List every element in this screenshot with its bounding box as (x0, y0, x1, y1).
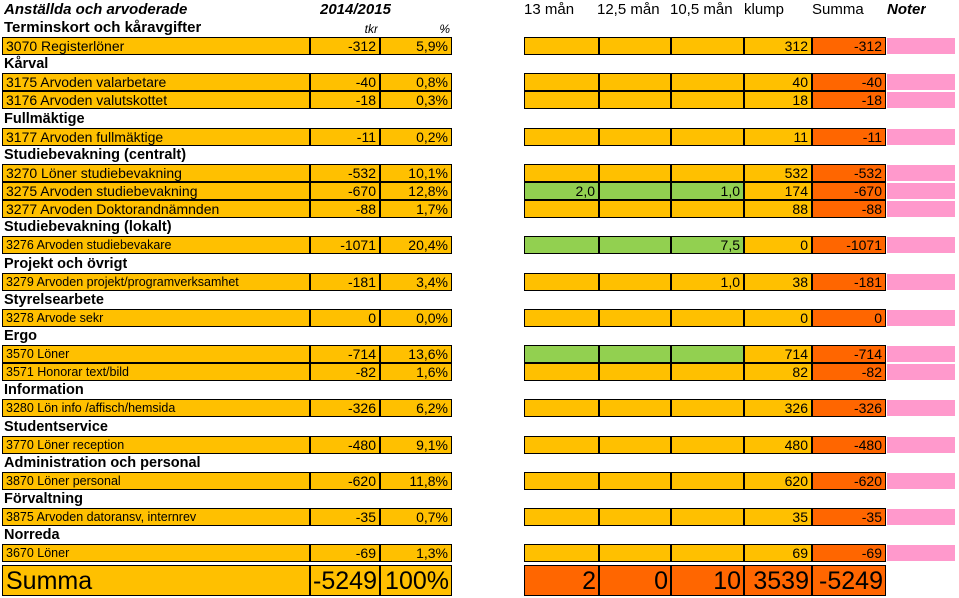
cell-klump: 0 (744, 309, 812, 327)
cell-13-man (524, 200, 599, 218)
table-row (0, 309, 959, 327)
section-header (0, 526, 959, 544)
section-title: Administration och personal (4, 454, 201, 471)
cell-10-5-man (671, 91, 744, 109)
total-label: Summa (2, 565, 310, 596)
row-label: 3177 Arvoden fullmäktige (2, 128, 310, 146)
cell-10-5-man (671, 544, 744, 562)
table-row (0, 37, 959, 55)
tkr-cell: -312 (310, 37, 380, 55)
tkr-cell: -181 (310, 273, 380, 291)
cell-12-5-man (599, 164, 671, 182)
note-cell[interactable] (887, 437, 955, 453)
cell-13-man (524, 273, 599, 291)
note-cell[interactable] (887, 310, 955, 326)
cell-summa: -620 (812, 472, 886, 490)
cell-klump: 714 (744, 345, 812, 363)
cell-summa: -11 (812, 128, 886, 146)
row-label: 3570 Löner (2, 345, 310, 363)
pct-cell: 0,8% (380, 73, 452, 91)
row-label: 3670 Löner (2, 544, 310, 562)
section-header (0, 110, 959, 128)
row-label: 3278 Arvode sekr (2, 309, 310, 327)
section-title: Studiebevakning (lokalt) (4, 219, 172, 236)
cell-10-5-man (671, 436, 744, 454)
section-header (0, 381, 959, 399)
cell-summa: -480 (812, 436, 886, 454)
cell-10-5-man (671, 363, 744, 381)
pct-cell: 11,8% (380, 472, 452, 490)
cell-klump: 480 (744, 436, 812, 454)
cell-10-5-man: 7,5 (671, 236, 744, 254)
table-row (0, 273, 959, 291)
table-row (0, 164, 959, 182)
cell-12-5-man (599, 73, 671, 91)
pct-cell: 6,2% (380, 399, 452, 417)
cell-klump: 11 (744, 128, 812, 146)
cell-summa: -18 (812, 91, 886, 109)
table-row (0, 544, 959, 562)
cell-klump: 69 (744, 544, 812, 562)
note-cell[interactable] (887, 364, 955, 380)
table-row (0, 399, 959, 417)
table-row (0, 363, 959, 381)
cell-13-man (524, 37, 599, 55)
cell-summa: -714 (812, 345, 886, 363)
cell-12-5-man (599, 345, 671, 363)
tkr-cell: -714 (310, 345, 380, 363)
cell-12-5-man (599, 436, 671, 454)
cell-klump: 532 (744, 164, 812, 182)
section-header (0, 291, 959, 309)
col-12-5-man: 12,5 mån (597, 1, 660, 18)
cell-13-man (524, 73, 599, 91)
cell-13-man (524, 236, 599, 254)
section-header (0, 218, 959, 236)
tkr-cell: -11 (310, 128, 380, 146)
cell-13-man (524, 345, 599, 363)
cell-13-man (524, 309, 599, 327)
cell-12-5-man (599, 363, 671, 381)
row-label: 3276 Arvoden studiebevakare (2, 236, 310, 254)
cell-12-5-man (599, 91, 671, 109)
cell-12-5-man (599, 128, 671, 146)
row-label: 3275 Arvoden studiebevakning (2, 182, 310, 200)
note-cell[interactable] (887, 545, 955, 561)
cell-12-5-man (599, 399, 671, 417)
tkr-cell: -18 (310, 91, 380, 109)
row-label: 3176 Arvoden valutskottet (2, 91, 310, 109)
pct-cell: 10,1% (380, 164, 452, 182)
section-title: Fullmäktige (4, 110, 85, 127)
pct-cell: 1,3% (380, 544, 452, 562)
cell-10-5-man (671, 508, 744, 526)
cell-10-5-man (671, 345, 744, 363)
pct-cell: 0,2% (380, 128, 452, 146)
note-cell[interactable] (887, 165, 955, 181)
cell-12-5-man (599, 309, 671, 327)
cell-klump: 0 (744, 236, 812, 254)
total-12-5-man: 0 (599, 565, 671, 596)
cell-klump: 40 (744, 73, 812, 91)
pct-cell: 3,4% (380, 273, 452, 291)
note-cell[interactable] (887, 38, 955, 54)
tkr-cell: -35 (310, 508, 380, 526)
row-label: 3875 Arvoden datoransv, internrev (2, 508, 310, 526)
section-title: Projekt och övrigt (4, 255, 128, 272)
note-cell[interactable] (887, 400, 955, 416)
table-row (0, 182, 959, 200)
cell-13-man (524, 399, 599, 417)
pct-cell: 1,7% (380, 200, 452, 218)
total-pct: 100% (380, 565, 452, 596)
section-header (0, 490, 959, 508)
row-label: 3571 Honorar text/bild (2, 363, 310, 381)
subheader-row (0, 19, 959, 37)
section-title: Norreda (4, 527, 60, 544)
cell-klump: 326 (744, 399, 812, 417)
cell-klump: 38 (744, 273, 812, 291)
row-label: 3175 Arvoden valarbetare (2, 73, 310, 91)
section-header (0, 418, 959, 436)
note-cell[interactable] (887, 274, 955, 290)
pct-cell: 1,6% (380, 363, 452, 381)
unit-pct: % (439, 22, 450, 36)
row-label: 3870 Löner personal (2, 472, 310, 490)
note-cell[interactable] (887, 183, 955, 199)
cell-summa: -181 (812, 273, 886, 291)
cell-summa: -82 (812, 363, 886, 381)
cell-summa: -670 (812, 182, 886, 200)
pct-cell: 12,8% (380, 182, 452, 200)
total-13-man: 2 (524, 565, 599, 596)
cell-12-5-man (599, 544, 671, 562)
total-10-5-man: 10 (671, 565, 744, 596)
table-row (0, 508, 959, 526)
cell-klump: 88 (744, 200, 812, 218)
cell-13-man (524, 544, 599, 562)
cell-klump: 35 (744, 508, 812, 526)
table-row (0, 73, 959, 91)
cell-summa: -35 (812, 508, 886, 526)
cell-klump: 174 (744, 182, 812, 200)
section-header (0, 454, 959, 472)
table-row (0, 128, 959, 146)
total-summa: -5249 (812, 565, 886, 596)
section-title: Förvaltning (4, 491, 83, 507)
tkr-cell: -480 (310, 436, 380, 454)
table-row (0, 200, 959, 218)
pct-cell: 9,1% (380, 436, 452, 454)
row-label: 3270 Löner studiebevakning (2, 164, 310, 182)
note-cell[interactable] (887, 346, 955, 362)
cell-klump: 18 (744, 91, 812, 109)
cell-summa: -312 (812, 37, 886, 55)
note-cell[interactable] (887, 509, 955, 525)
cell-13-man (524, 436, 599, 454)
cell-10-5-man (671, 73, 744, 91)
cell-summa: -532 (812, 164, 886, 182)
cell-10-5-man: 1,0 (671, 273, 744, 291)
section-header (0, 55, 959, 73)
row-label: 3280 Lön info /affisch/hemsida (2, 399, 310, 417)
total-row (0, 565, 959, 596)
cell-summa: -88 (812, 200, 886, 218)
row-label: 3070 Registerlöner (2, 37, 310, 55)
col-noter: Noter (887, 1, 927, 18)
cell-summa: -40 (812, 73, 886, 91)
cell-12-5-man (599, 508, 671, 526)
tkr-cell: -620 (310, 472, 380, 490)
cell-12-5-man (599, 236, 671, 254)
cell-10-5-man (671, 200, 744, 218)
note-cell[interactable] (887, 92, 955, 108)
cell-10-5-man (671, 472, 744, 490)
note-cell[interactable] (887, 129, 955, 145)
unit-tkr: tkr (364, 22, 378, 36)
row-label: 3277 Arvoden Doktorandnämnden (2, 200, 310, 218)
pct-cell: 0,0% (380, 309, 452, 327)
cell-summa: -1071 (812, 236, 886, 254)
note-cell[interactable] (887, 201, 955, 217)
col-klump: klump (744, 1, 785, 18)
note-cell[interactable] (887, 237, 955, 253)
col-summa: Summa (812, 1, 864, 18)
tkr-cell: -532 (310, 164, 380, 182)
table-row (0, 472, 959, 490)
tkr-cell: -1071 (310, 236, 380, 254)
cell-klump: 82 (744, 363, 812, 381)
tkr-cell: -69 (310, 544, 380, 562)
cell-10-5-man (671, 309, 744, 327)
cell-12-5-man (599, 273, 671, 291)
cell-10-5-man (671, 399, 744, 417)
row-label: 3279 Arvoden projekt/programverksamhet (2, 273, 310, 291)
pct-cell: 13,6% (380, 345, 452, 363)
col-13-man: 13 mån (524, 1, 575, 18)
tkr-cell: 0 (310, 309, 380, 327)
note-cell[interactable] (887, 74, 955, 90)
section-title: Studiebevakning (centralt) (4, 146, 187, 163)
row-label: 3770 Löner reception (2, 436, 310, 454)
table-row (0, 236, 959, 254)
sheet-title: Anställda och arvoderade (4, 1, 188, 18)
cell-10-5-man: 1,0 (671, 182, 744, 200)
cell-summa: 0 (812, 309, 886, 327)
tkr-cell: -82 (310, 363, 380, 381)
cell-klump: 620 (744, 472, 812, 490)
year-heading: 2014/2015 (320, 1, 391, 18)
cell-13-man (524, 472, 599, 490)
section-header (0, 255, 959, 273)
tkr-cell: -88 (310, 200, 380, 218)
section-header (0, 327, 959, 345)
cell-12-5-man (599, 182, 671, 200)
cell-summa: -69 (812, 544, 886, 562)
cell-12-5-man (599, 472, 671, 490)
tkr-cell: -326 (310, 399, 380, 417)
cell-10-5-man (671, 128, 744, 146)
section-title: Studentservice (4, 418, 108, 435)
section-header (0, 146, 959, 164)
section-title: Information (4, 382, 84, 399)
table-row (0, 91, 959, 109)
cell-10-5-man (671, 37, 744, 55)
header-row (0, 0, 959, 19)
cell-summa: -326 (812, 399, 886, 417)
total-tkr: -5249 (310, 565, 380, 596)
cell-13-man (524, 91, 599, 109)
table-row (0, 345, 959, 363)
tkr-cell: -40 (310, 73, 380, 91)
section-title: Kårval (4, 56, 49, 73)
cell-12-5-man (599, 200, 671, 218)
total-klump: 3539 (744, 565, 812, 596)
tkr-cell: -670 (310, 182, 380, 200)
pct-cell: 0,3% (380, 91, 452, 109)
subtitle: Terminskort och kåravgifter (4, 19, 202, 36)
cell-klump: 312 (744, 37, 812, 55)
cell-13-man: 2,0 (524, 182, 599, 200)
cell-13-man (524, 508, 599, 526)
cell-10-5-man (671, 164, 744, 182)
cell-13-man (524, 128, 599, 146)
note-cell[interactable] (887, 473, 955, 489)
col-10-5-man: 10,5 mån (670, 1, 733, 18)
pct-cell: 5,9% (380, 37, 452, 55)
cell-12-5-man (599, 37, 671, 55)
section-title: Ergo (4, 328, 38, 344)
table-row (0, 436, 959, 454)
pct-cell: 20,4% (380, 236, 452, 254)
cell-13-man (524, 363, 599, 381)
cell-13-man (524, 164, 599, 182)
section-title: Styrelsearbete (4, 291, 104, 308)
pct-cell: 0,7% (380, 508, 452, 526)
